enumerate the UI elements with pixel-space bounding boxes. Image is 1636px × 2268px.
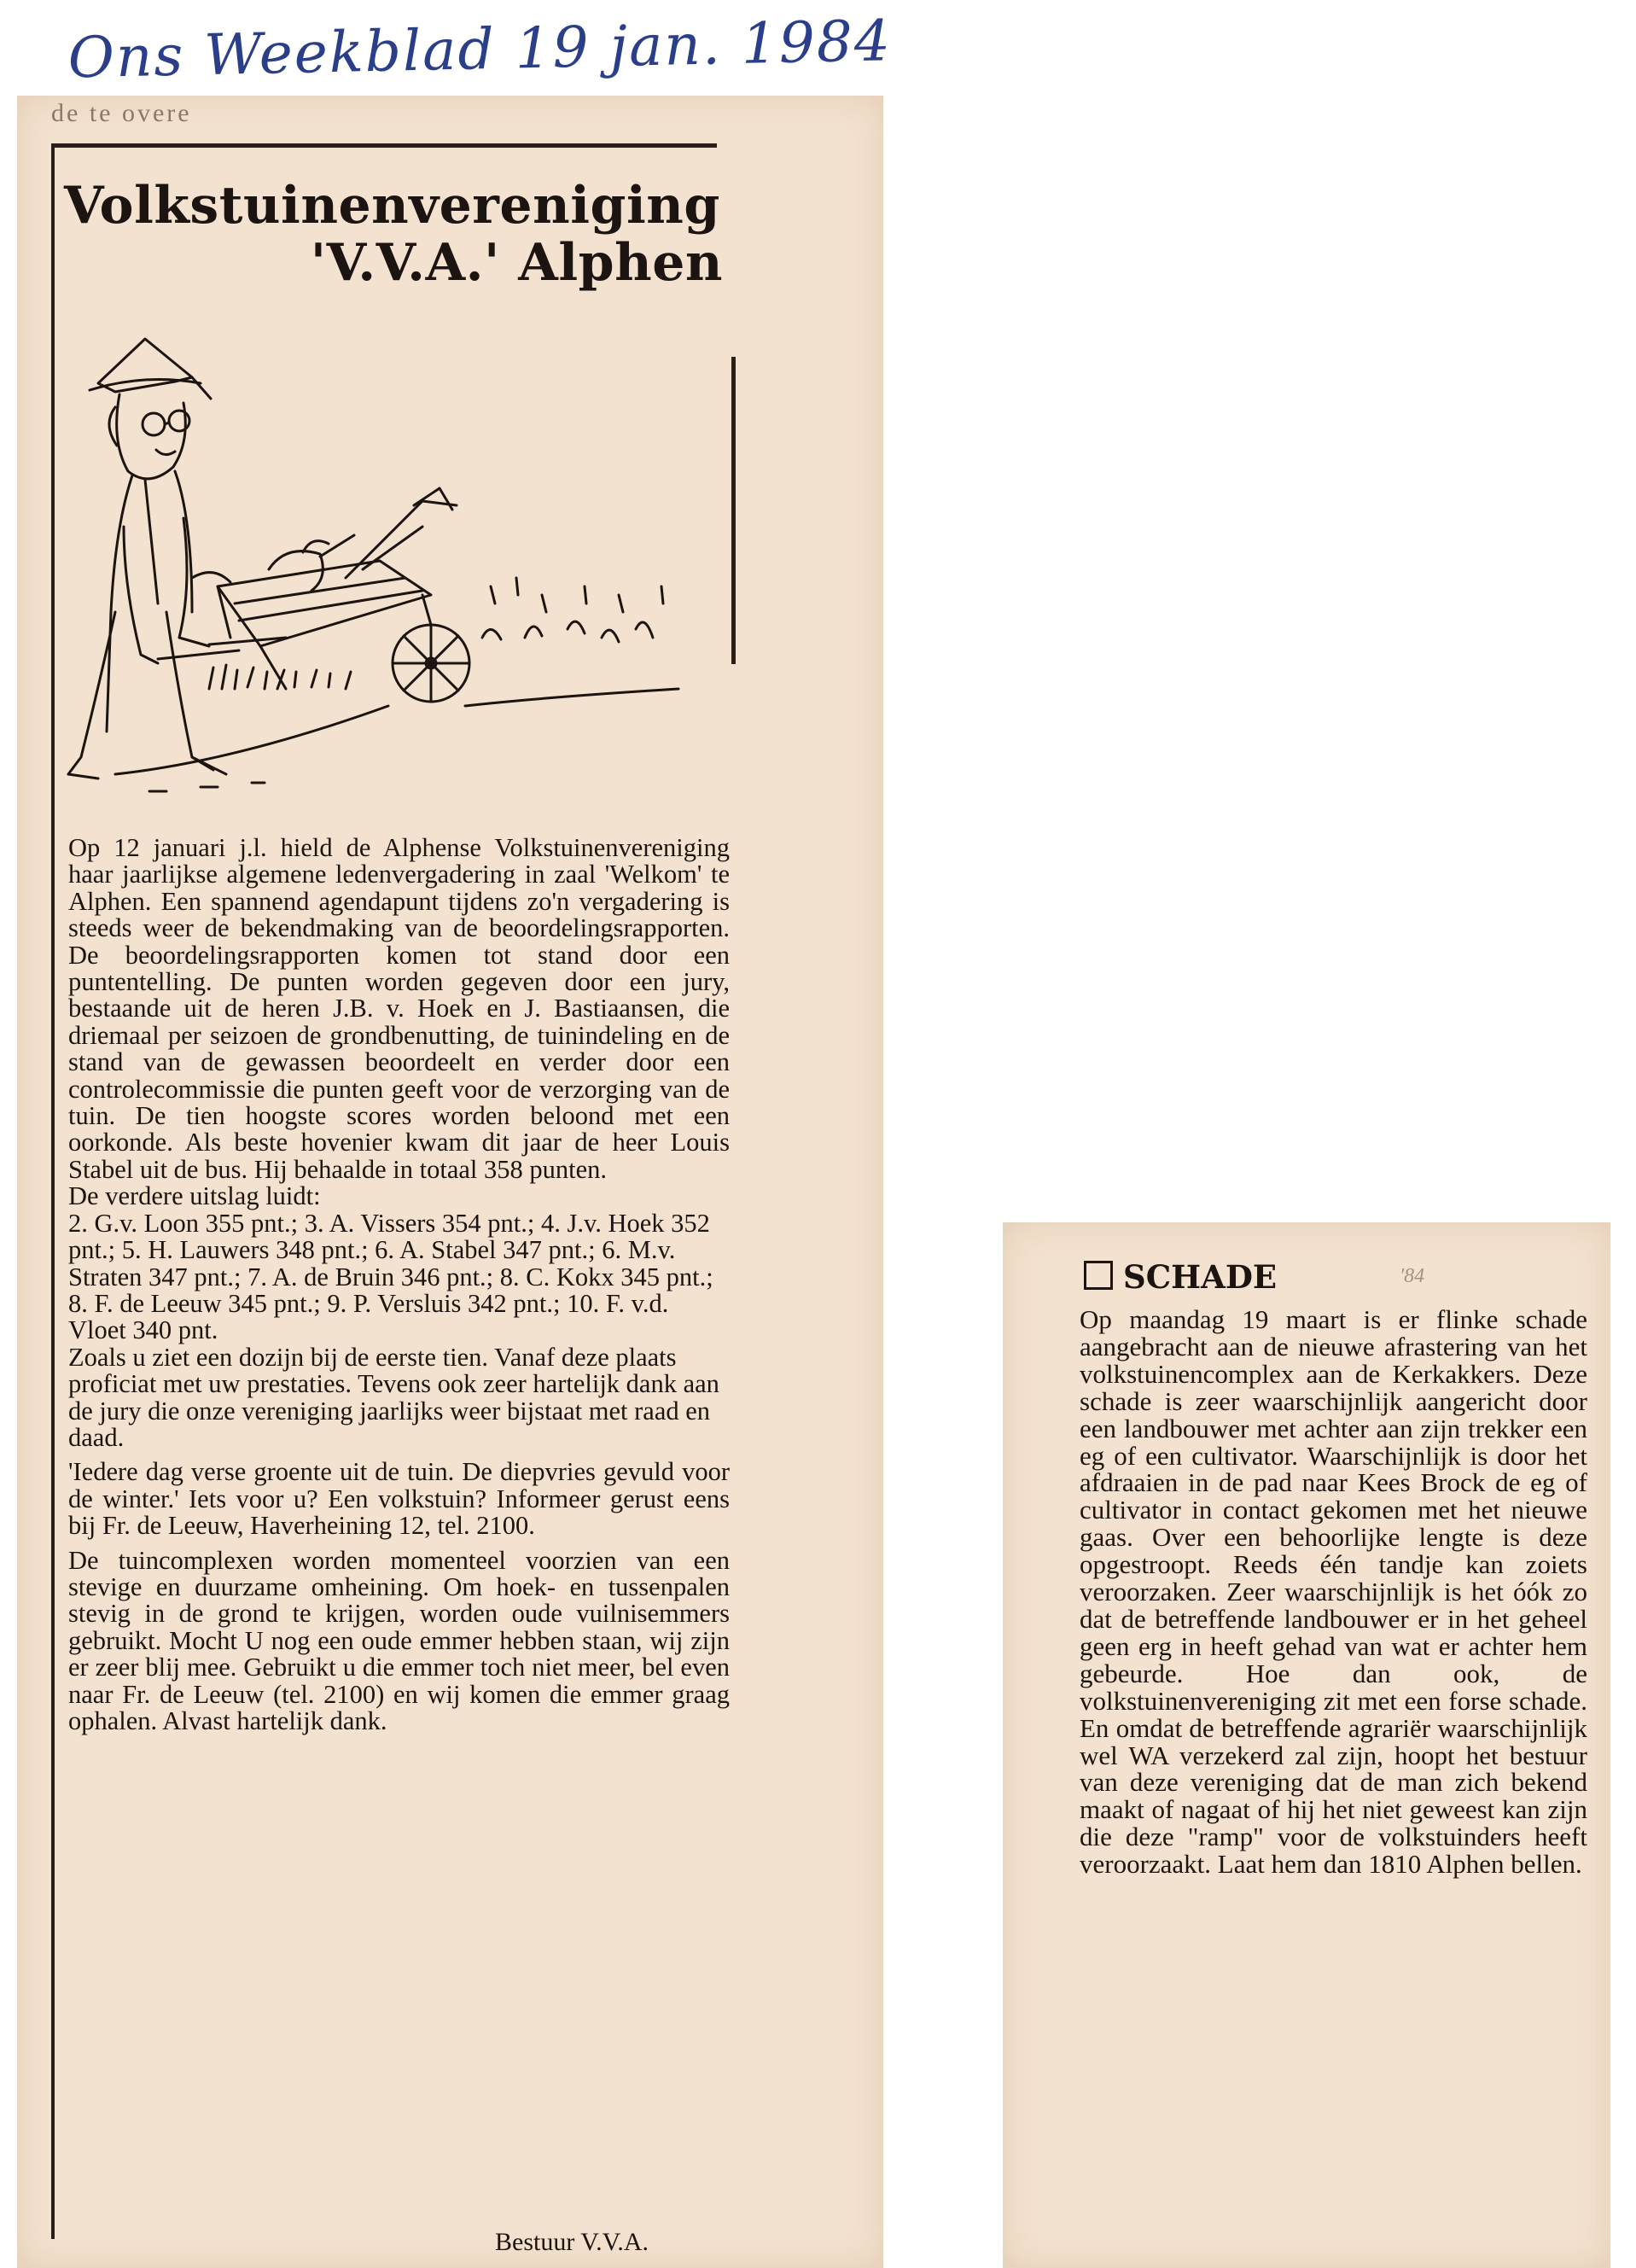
clipping-volkstuinenvereniging — [17, 96, 883, 2268]
results-list: 2. G.v. Loon 355 pnt.; 3. A. Vissers 354 pnt.; 4. J.v. Hoek 352 pnt.; 5. H. Lauwers 348 pnt.; 6. A. Stabel 347 pnt.; 6. M.v. Straten 347 pnt.; 7. A. de Bruin 346 pnt.; 8. C. Kokx 345 pnt.; 8. F. de Leeuw 345 pnt.; 9. P. Versluis 342 pnt.; 10. F. v.d. Vloet 340 pnt. — [68, 1208, 713, 1345]
clipping-schade — [1003, 1222, 1610, 2268]
gardener-wheelbarrow-illustration — [64, 330, 730, 825]
paragraph-1: Op 12 januari j.l. hield de Alphense Volkstuinenvereniging haar jaarlijkse algemene ledenvergadering in zaal 'Welkom' te Alphen. Een spannend agendapunt tijdens zo'n vergadering is steeds weer de bekendmaking van de beoordelingsrapporten. De beoordelingsrapporten komen tot stand door een puntentelling. De punten worden gegeven door een jury, bestaande uit de heren J.B. v. Hoek en J. Bastiaansen, die driemaal per seizoen de grondbenutting, de tuinindeling en de stand van de gewassen beoordeelt en verder door een controlecommissie die punten geeft voor de verzorging van de tuin. De tien hoogste scores worden beloond met een oorkonde. Als beste hovenier kwam dit jaar de heer Louis Stabel uit de bus. Hij behaalde in totaal 358 punten. — [68, 833, 730, 1184]
paragraph-results — [68, 835, 730, 1451]
signature: Bestuur V.V.A. — [495, 2228, 649, 2256]
schade-text: Op maandag 19 maart is er flinke schade aangebracht aan de nieuwe afrastering van het volkstuinencomplex aan de Kerkakkers. Deze schade is zeer waarschijnlijk aangericht door een landbouwer met achter aan zijn trekker een eg of een cultivator. Waarschijnlijk is door het afdraaien in de pad naar Kees Brock de eg of cultivator in contact gekomen met het nieuwe gaas. Over een behoorlijke lengte is deze opgestroopt. Reeds één tandje kan zoiets veroorzaken. Zeer waarschijnlijk is het óók zo dat de betreffende landbouwer er in het geheel geen erg in heeft gehad van wat er achter hem gebeurde. Hoe dan ook, de volkstuinenvereniging zit met een forse schade. En omdat de betreffende agrariër waarschijnlijk wel WA verzekerd zal zijn, hoopt het bestuur van deze vereniging dat de man zich bekend maakt of nagaat of hij het niet geweest kan zijn die deze "ramp" voor de volkstuinders heeft veroorzaakt. Laat hem dan 1810 Alphen bellen. — [1080, 1304, 1587, 1880]
closing-text: Zoals u ziet een dozijn bij de eerste tien. Vanaf deze plaats proficiat met uw prestaties. Tevens ook zeer hartelijk dank aan de jury die onze vereniging jaarlijks weer bijstaat met raad en daad. — [68, 1342, 719, 1452]
right-rule — [731, 357, 736, 664]
article-headline — [64, 178, 738, 292]
handwritten-source-note: Ons Weekblad 19 jan. 1984 — [67, 8, 893, 91]
checkbox-square-icon — [1084, 1261, 1113, 1290]
schade-title-text: SCHADE — [1123, 1258, 1278, 1296]
schade-heading — [1084, 1258, 1277, 1296]
top-rule — [51, 143, 717, 148]
article-body — [68, 835, 730, 1742]
headline-line-2: 'V.V.A.' Alphen — [310, 233, 723, 294]
cut-off-text: de te overe — [51, 99, 192, 127]
headline-line-1: Volkstuinenvereniging — [64, 176, 720, 236]
results-intro: De verdere uitslag luidt: — [68, 1181, 321, 1211]
paragraph-3: De tuincomplexen worden momenteel voorzien van een stevige en duurzame omheining. Om hoek- en tussenpalen stevig in de grond te krijgen, worden oude vuilnisemmers gebruikt. Mocht U nog een oude emmer hebben staan, wij zijn er zeer blij mee. Gebruikt u die emmer toch niet meer, bel even naar Fr. de Leeuw (tel. 2100) en wij komen die emmer graag ophalen. Alvast hartelijk dank. — [68, 1545, 730, 1735]
left-rule — [51, 143, 55, 2239]
paragraph-2: 'Iedere dag verse groente uit de tuin. De diepvries gevuld voor de winter.' Iets voor u? Een volkstuin? Informeer gerust eens bij Fr. de Leeuw, Haverheining 12, tel. 2100. — [68, 1457, 730, 1541]
schade-body — [1080, 1306, 1587, 1878]
pencil-note: '84 — [1400, 1265, 1425, 1287]
